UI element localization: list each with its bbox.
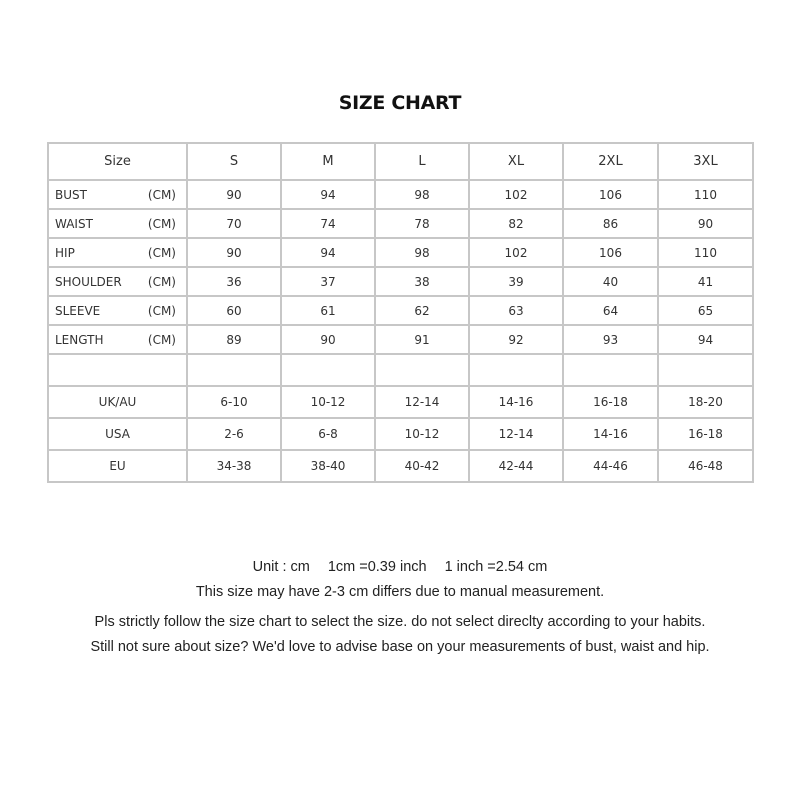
size-chart-table [47,142,754,483]
measurement-unit: (CM) [147,245,176,260]
unit-text: Unit : cm [252,559,310,575]
empty-cell [563,354,658,386]
table-cell: 46-48 [658,450,753,482]
empty-cell [48,354,187,386]
table-cell: 74 [281,209,375,238]
table-cell: 82 [469,209,563,238]
measurement-unit: (CM) [147,332,176,347]
advice-note: Still not sure about size? We'd love to advise base on your measurements of bust, waist and hip. [90,639,710,655]
table-cell: 41 [658,267,753,296]
header-size-xl: XL [469,143,563,180]
table-cell: 64 [563,296,658,325]
table-cell: 38-40 [281,450,375,482]
table-cell: 10-12 [375,418,469,450]
table-cell: 98 [375,238,469,267]
table-cell: 40-42 [375,450,469,482]
table-cell: 40 [563,267,658,296]
table-cell: 10-12 [281,386,375,418]
table-cell: 65 [658,296,753,325]
unit-conversion-line [0,559,800,575]
empty-cell [375,354,469,386]
table-cell: 90 [187,180,281,209]
conversion-label: UK/AU [48,386,187,418]
table-cell: 12-14 [469,418,563,450]
header-size-m: M [281,143,375,180]
table-cell: 39 [469,267,563,296]
table-cell: 102 [469,180,563,209]
table-cell: 70 [187,209,281,238]
row-label [48,209,187,238]
table-cell: 2-6 [187,418,281,450]
table-row [48,180,753,209]
table-cell: 92 [469,325,563,354]
row-label [48,267,187,296]
table-row [48,238,753,267]
table-cell: 63 [469,296,563,325]
table-cell: 90 [658,209,753,238]
table-cell: 86 [563,209,658,238]
measurement-name: SLEEVE [55,303,101,318]
empty-cell [187,354,281,386]
empty-cell [658,354,753,386]
size-instruction: Pls strictly follow the size chart to select the size. do not select direclty according to your habits. [94,614,706,630]
table-spacer-row [48,354,753,386]
table-row [48,418,753,450]
table-cell: 98 [375,180,469,209]
table-cell: 6-10 [187,386,281,418]
table-cell: 89 [187,325,281,354]
header-size-2xl: 2XL [563,143,658,180]
table-cell: 106 [563,238,658,267]
table-row [48,325,753,354]
measurement-name: BUST [55,187,87,202]
empty-cell [469,354,563,386]
table-row [48,209,753,238]
measurement-name: SHOULDER [55,274,122,289]
table-row [48,450,753,482]
table-cell: 78 [375,209,469,238]
row-label [48,296,187,325]
table-cell: 94 [658,325,753,354]
header-size-3xl: 3XL [658,143,753,180]
cm-to-inch-text: 1cm =0.39 inch [327,559,427,575]
table-cell: 18-20 [658,386,753,418]
table-cell: 16-18 [563,386,658,418]
table-cell: 60 [187,296,281,325]
table-row [48,296,753,325]
table-cell: 110 [658,180,753,209]
table-cell: 93 [563,325,658,354]
table-cell: 44-46 [563,450,658,482]
measurement-unit: (CM) [147,274,176,289]
table-cell: 90 [281,325,375,354]
measurement-name: HIP [55,245,75,260]
inch-to-cm-text: 1 inch =2.54 cm [444,559,548,575]
header-size-label: Size [48,143,187,180]
measurement-name: WAIST [55,216,93,231]
row-label [48,180,187,209]
row-label [48,238,187,267]
empty-cell [281,354,375,386]
header-size-s: S [187,143,281,180]
conversion-label: USA [48,418,187,450]
table-header-row [48,143,753,180]
table-row [48,386,753,418]
table-cell: 36 [187,267,281,296]
conversion-label: EU [48,450,187,482]
table-cell: 34-38 [187,450,281,482]
table-cell: 110 [658,238,753,267]
table-cell: 91 [375,325,469,354]
measurement-name: LENGTH [55,332,104,347]
table-cell: 62 [375,296,469,325]
row-label [48,325,187,354]
table-cell: 14-16 [469,386,563,418]
table-cell: 106 [563,180,658,209]
measurement-unit: (CM) [147,216,176,231]
table-cell: 94 [281,238,375,267]
table-cell: 94 [281,180,375,209]
table-cell: 6-8 [281,418,375,450]
header-size-l: L [375,143,469,180]
table-cell: 12-14 [375,386,469,418]
page-title: SIZE CHART [338,92,462,114]
table-cell: 37 [281,267,375,296]
table-row [48,267,753,296]
table-cell: 14-16 [563,418,658,450]
table-cell: 102 [469,238,563,267]
table-cell: 90 [187,238,281,267]
table-cell: 38 [375,267,469,296]
measurement-note: This size may have 2-3 cm differs due to manual measurement. [195,584,605,600]
measurement-unit: (CM) [147,187,176,202]
measurement-unit: (CM) [147,303,176,318]
table-cell: 16-18 [658,418,753,450]
table-cell: 42-44 [469,450,563,482]
table-cell: 61 [281,296,375,325]
